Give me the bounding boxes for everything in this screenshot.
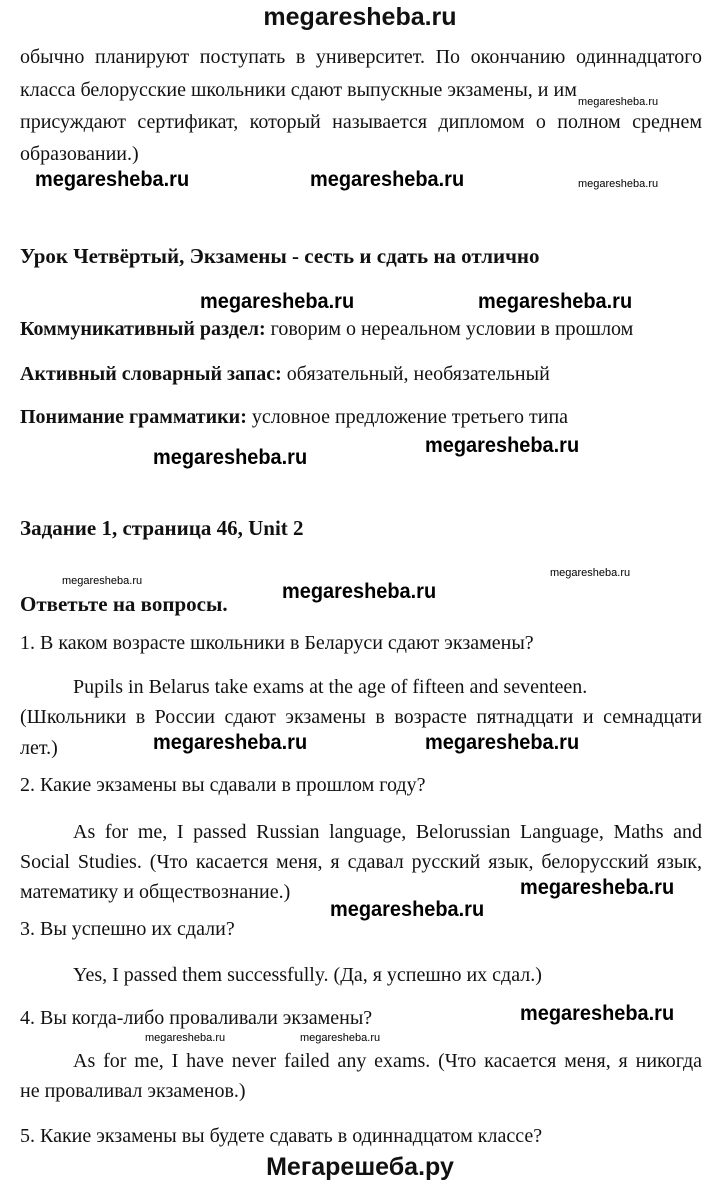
answer-4-line: не проваливал экзаменов.) <box>20 1080 246 1102</box>
watermark: megaresheba.ru <box>153 731 308 754</box>
intro-line: обычно планируют поступать в университет. По окончанию одиннадцатого <box>20 46 702 68</box>
answer-1-line: (Школьники в России сдают экзамены в возрасте пятнадцати и семнадцати <box>20 706 702 728</box>
site-header[interactable]: megaresheba.ru <box>263 3 457 31</box>
answer-1-line: лет.) <box>20 737 58 759</box>
question-5: 5. Какие экзамены вы будете сдавать в одиннадцатом классе? <box>20 1125 543 1147</box>
watermark-small: megaresheba.ru <box>578 178 659 190</box>
watermark-small: megaresheba.ru <box>550 567 631 579</box>
info-text: условное предложение третьего типа <box>246 406 569 428</box>
watermark-small: megaresheba.ru <box>578 96 659 108</box>
answer-2-line: As for me, I passed Russian language, Belorussian Language, Maths and <box>73 821 702 843</box>
lesson-info-vocabulary <box>20 363 550 385</box>
answer-2-line: Social Studies. (Что касается меня, я сдавал русский язык, белорусский язык, <box>20 851 702 873</box>
intro-line: класса белорусские школьники сдают выпускные экзамены, и им <box>20 79 577 101</box>
watermark: megaresheba.ru <box>425 731 580 754</box>
task-instruction: Ответьте на вопросы. <box>20 592 228 616</box>
question-1: 1. В каком возрасте школьники в Беларуси сдают экзамены? <box>20 632 534 654</box>
watermark-small: megaresheba.ru <box>300 1032 381 1044</box>
watermark: megaresheba.ru <box>153 446 308 469</box>
lesson-info-communicative <box>20 318 633 340</box>
watermark-small: megaresheba.ru <box>145 1032 226 1044</box>
info-label: Понимание грамматики: <box>20 406 247 428</box>
answer-4-line: As for me, I have never failed any exams. (Что касается меня, я никогда <box>73 1050 702 1072</box>
watermark: megaresheba.ru <box>520 1002 675 1025</box>
watermark: megaresheba.ru <box>35 168 190 191</box>
intro-line: присуждают сертификат, который называется дипломом о полном среднем <box>20 111 702 133</box>
site-footer[interactable]: Мегарешеба.ру <box>266 1153 454 1181</box>
question-4: 4. Вы когда-либо проваливали экзамены? <box>20 1007 373 1029</box>
task-title: Задание 1, страница 46, Unit 2 <box>20 516 304 540</box>
question-2: 2. Какие экзамены вы сдавали в прошлом году? <box>20 774 426 796</box>
info-text: говорим о нереальном условии в прошлом <box>265 318 634 340</box>
watermark: megaresheba.ru <box>520 876 675 899</box>
info-label: Коммуникативный раздел: <box>20 318 266 340</box>
watermark-small: megaresheba.ru <box>62 575 143 587</box>
watermark: megaresheba.ru <box>282 580 437 603</box>
answer-1-line: Pupils in Belarus take exams at the age of fifteen and seventeen. <box>73 676 588 698</box>
answer-2-line: математику и обществознание.) <box>20 881 291 903</box>
answer-3-line: Yes, I passed them successfully. (Да, я успешно их сдал.) <box>73 964 542 986</box>
watermark: megaresheba.ru <box>330 898 485 921</box>
watermark: megaresheba.ru <box>425 434 580 457</box>
info-text: обязательный, необязательный <box>281 363 550 385</box>
lesson-info-grammar <box>20 406 568 428</box>
question-3: 3. Вы успешно их сдали? <box>20 918 235 940</box>
watermark: megaresheba.ru <box>200 290 355 313</box>
info-label: Активный словарный запас: <box>20 363 282 385</box>
lesson-title: Урок Четвёртый, Экзамены - сесть и сдать на отлично <box>20 244 540 268</box>
intro-line: образовании.) <box>20 143 139 165</box>
watermark: megaresheba.ru <box>310 168 465 191</box>
watermark: megaresheba.ru <box>478 290 633 313</box>
